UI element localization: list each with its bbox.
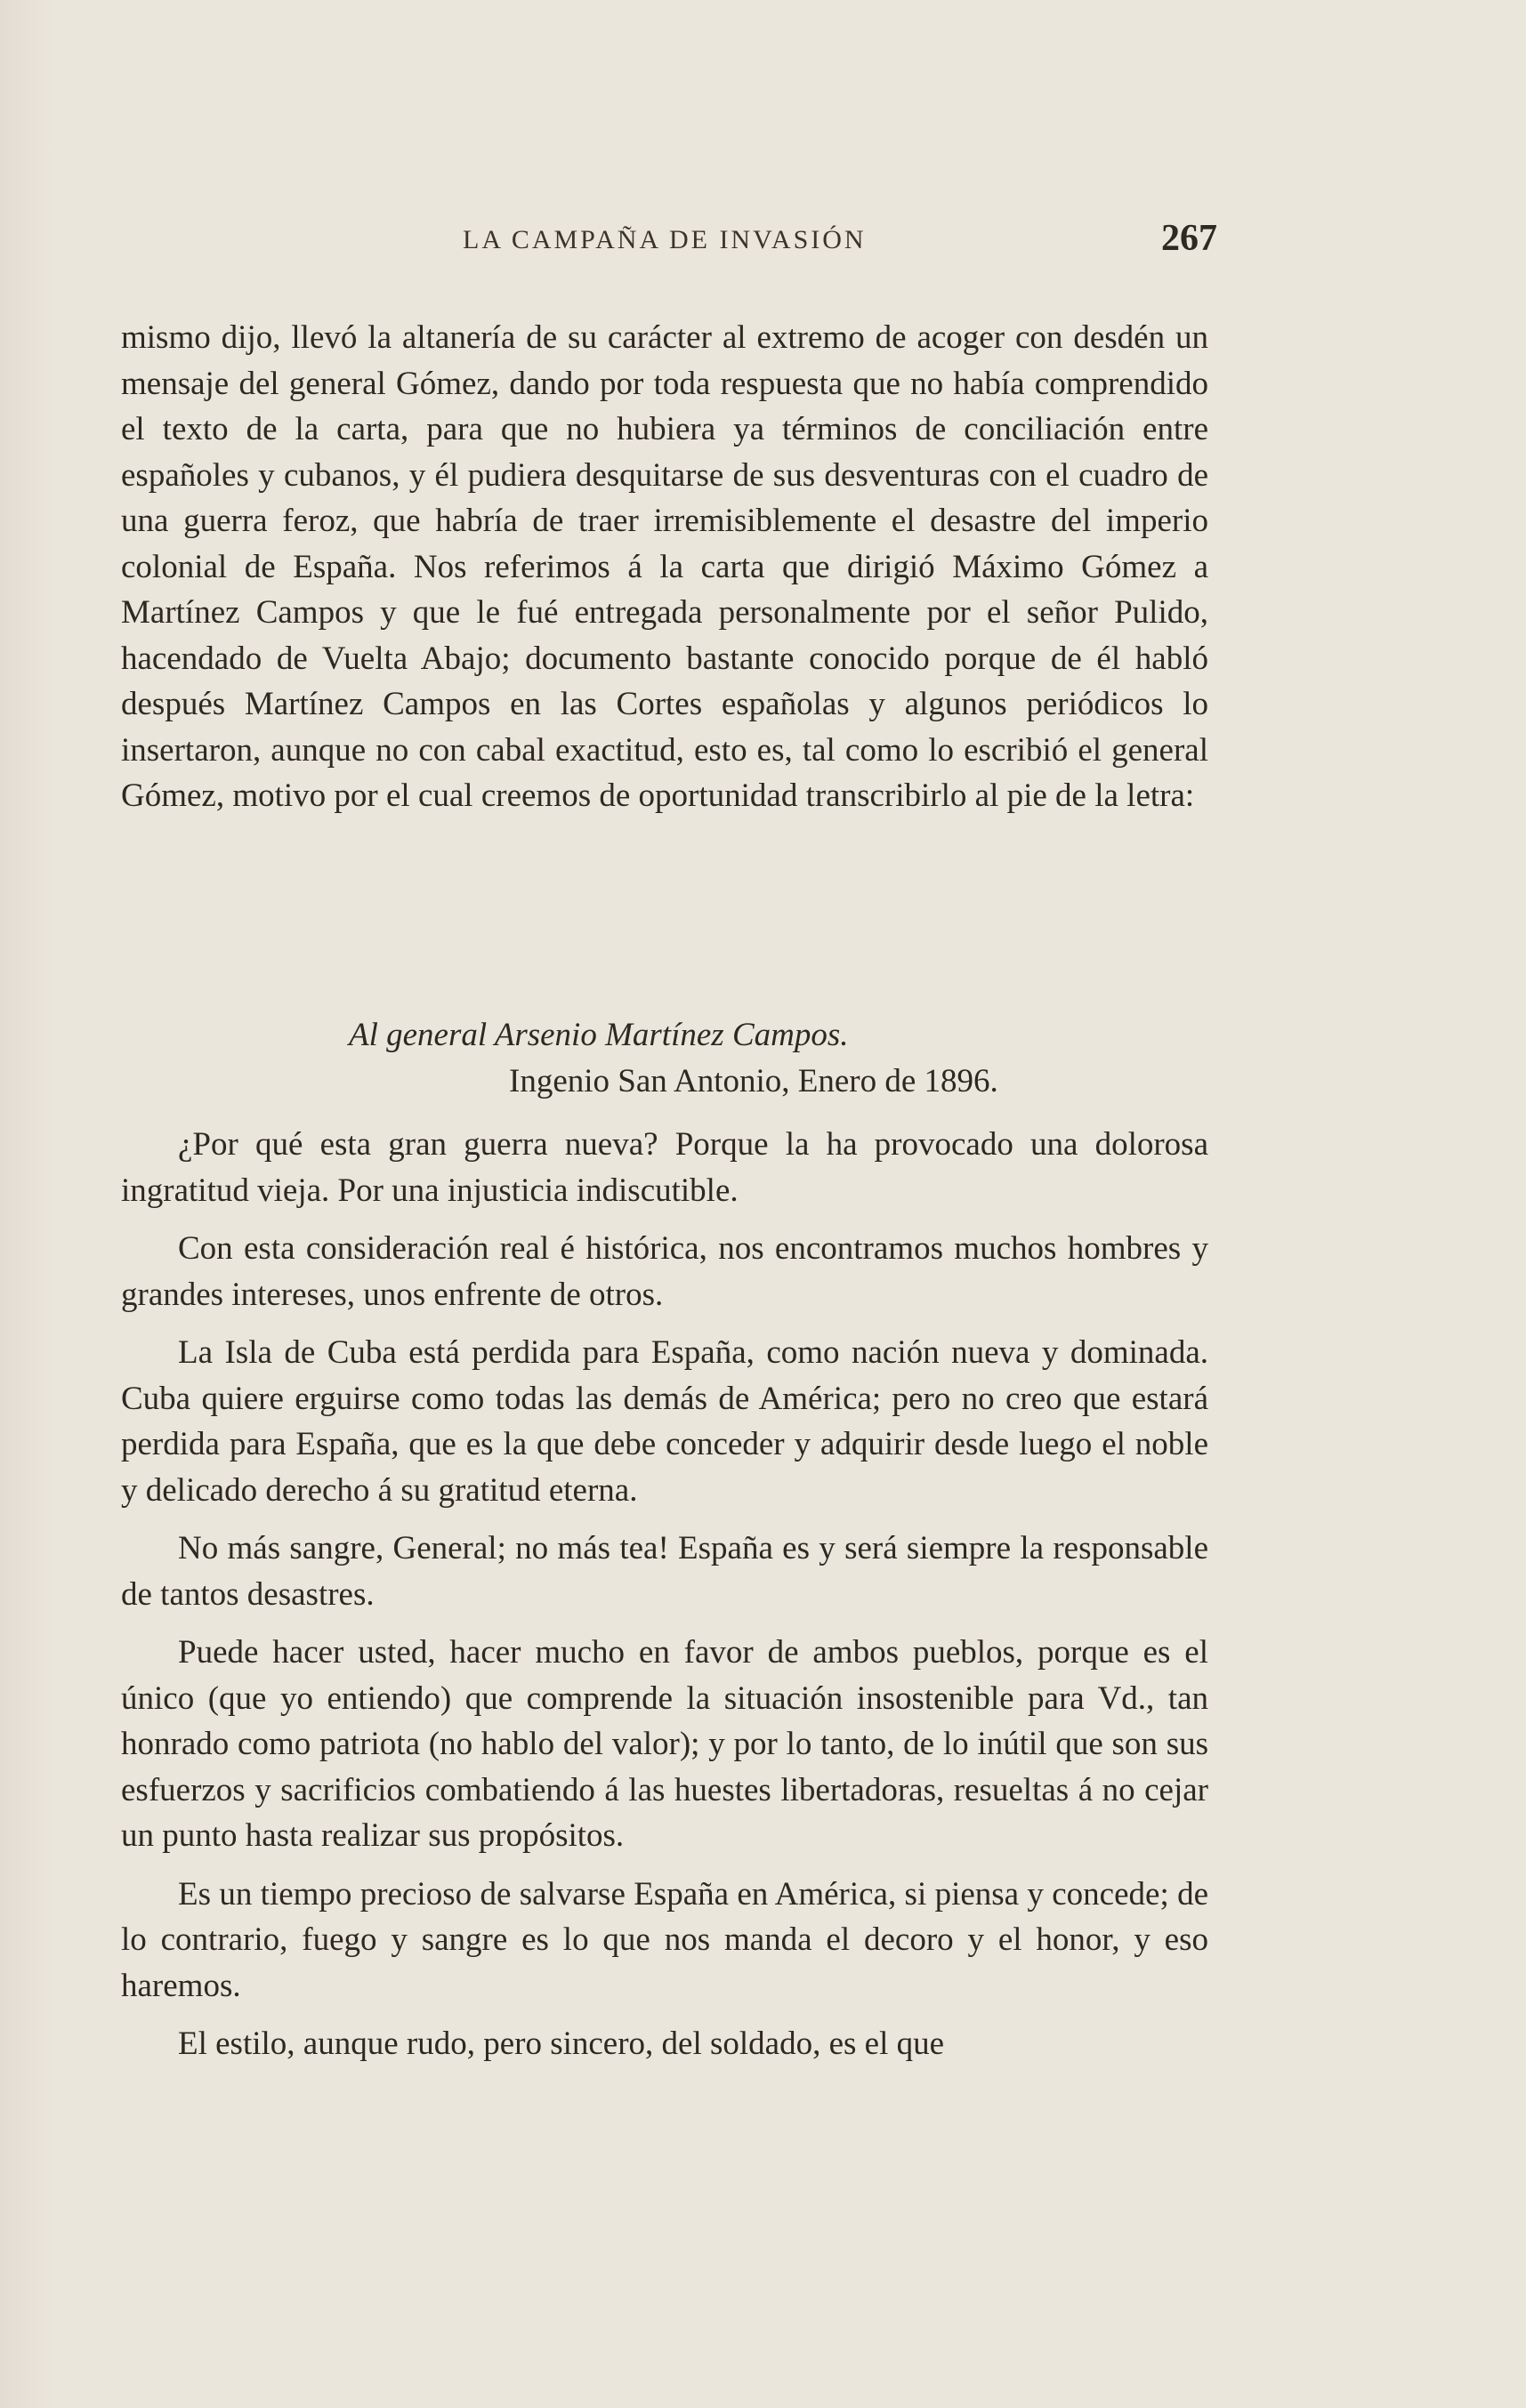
- letter-paragraph: Puede hacer usted, hacer mucho en favor de ambos pueblos, porque es el único (que yo entiendo) que comprende la situación insostenible para Vd., tan honrado como patriota (no hablo del valor); y por lo tanto, de lo inútil que son sus esfuerzos y sacrificios combatiendo á las huestes libertadoras, resueltas á no cejar un punto hasta realizar sus propósitos.: [121, 1634, 1208, 1854]
- body-text: [121, 315, 1208, 819]
- letter-paragraph: La Isla de Cuba está perdida para España, como nación nueva y dominada. Cuba quiere erguirse como todas las demás de América; pero no creo que estará perdida para España, que es la que debe conceder y adquirir desde luego el noble y delicado derecho á su gratitud eterna.: [121, 1334, 1208, 1509]
- letter-paragraph: No más sangre, General; no más tea! España es y será siempre la responsable de tantos desastres.: [121, 1530, 1208, 1613]
- opening-paragraph: mismo dijo, llevó la altanería de su carácter al extremo de acoger con desdén un mensaje del general Gómez, dando por toda respuesta que no había comprendido el texto de la carta, para que no hubiera ya términos de conciliación entre españoles y cubanos, y él pudiera desquitarse de sus desventuras con el cuadro de una guerra feroz, que habría de traer irremisiblemente el desastre del imperio colonial de España. Nos referimos á la carta que dirigió Máximo Gómez a Martínez Campos y que le fué entregada personalmente por el señor Pulido, hacendado de Vuelta Abajo; documento bastante conocido porque de él habló después Martínez Campos en las Cortes españolas y algunos periódicos lo insertaron, aunque no con cabal exactitud, esto es, tal como lo escribió el general Gómez, motivo por el cual creemos de oportunidad transcribirlo al pie de la letra:: [121, 319, 1208, 814]
- letter-dateline: Ingenio San Antonio, Enero de 1896.: [509, 1062, 998, 1099]
- letter-paragraph: ¿Por qué esta gran guerra nueva? Porque la ha provocado una dolorosa ingratitud vieja. Por una injusticia indiscutible.: [121, 1126, 1208, 1209]
- closing-line: El estilo, aunque rudo, pero sincero, del soldado, es el que: [178, 2025, 945, 2062]
- page-number: 267: [1161, 218, 1217, 259]
- quoted-letter: [121, 1012, 1208, 2067]
- letter-salutation: Al general Arsenio Martínez Campos.: [349, 1017, 849, 1053]
- letter-paragraph: Con esta consideración real é histórica, nos encontramos muchos hombres y grandes intereses, unos enfrente de otros.: [121, 1230, 1208, 1313]
- letter-paragraph: Es un tiempo precioso de salvarse España en América, si piensa y concede; de lo contrario, fuego y sangre es lo que nos manda el decoro y el honor, y eso haremos.: [121, 1875, 1208, 2004]
- running-head: LA CAMPAÑA DE INVASIÓN: [463, 225, 867, 254]
